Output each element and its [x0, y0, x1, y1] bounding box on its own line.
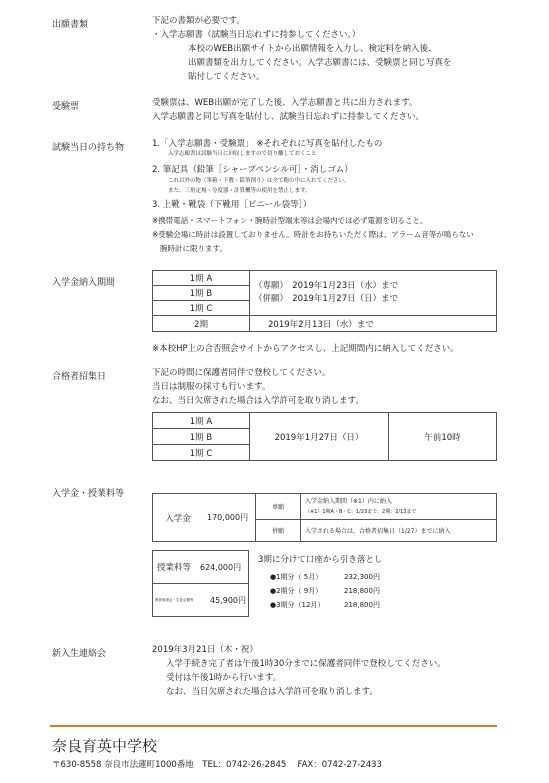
admission-period-label: 入学金納入期間 [52, 278, 116, 288]
fees-nyugaku-label: 入学金 [153, 494, 204, 542]
period-row-1c: 1期 C [153, 301, 250, 316]
fees-inst-3-amount: 218,800円 [344, 601, 380, 609]
fees-heikan-label: 併願 [256, 520, 301, 542]
school-address: 〒630-8558 奈良市法蓮町1000番地 TEL：0742-26-2845 FAX：0742-27-2433 [52, 760, 382, 770]
items-label: 試験当日の持ち物 [52, 143, 125, 153]
period-row-2: 2期 [153, 316, 250, 332]
documents-line5: 貼付してください。 [188, 72, 265, 82]
gathering-row-1b: 1期 B [153, 429, 250, 445]
gathering-line1: 下記の時間に保護者同伴で登校してください。 [152, 368, 331, 378]
fees-jugyo-label: 授業料等 [153, 551, 201, 584]
documents-label: 出願書類 [52, 20, 89, 30]
fees-inst-3 [270, 598, 380, 612]
documents-line2: ・入学志願書（試験当日忘れずに持参してください。） [152, 30, 361, 40]
fees-inst-2 [270, 584, 380, 598]
school-name: 奈良育英中学校 [52, 737, 158, 755]
orientation-line4: なお、当日欠席された場合は入学許可を取り消します。 [166, 687, 378, 697]
orientation-label: 新入生連絡会 [52, 649, 107, 659]
fees-label: 入学金・授業料等 [52, 489, 125, 499]
orientation-line2: 入学手続き完了者は午後1時30分までに保護者同伴で登校してください。 [166, 659, 446, 669]
fees-senkan-text1: 入学金納入期間（※1）内に納入 [305, 497, 392, 505]
ticket-line2: 入学志願書と同じ写真を貼付し、試験当日忘れずに持参してください。 [152, 112, 425, 122]
fees-senkan-cell [301, 494, 497, 520]
fees-jugyo-amount: 624,000円 [200, 551, 249, 584]
fees-inst-3-label: ●3期分（12月） [270, 601, 325, 609]
fees-entrance-table [152, 493, 497, 542]
fees-installments [270, 570, 380, 612]
gathering-row-1a: 1期 A [153, 413, 250, 429]
fees-nyugaku-amount: 170,000円 [203, 494, 256, 542]
items-note3: 腕時計に限ります。 [160, 244, 227, 253]
fees-inst-2-amount: 218,800円 [344, 587, 380, 595]
items-2-note1: これ以外の物（筆箱・下敷・鉛筆削り）は全て鞄の中に入れてください。 [168, 178, 350, 184]
fees-kyoiku-label: 教育後援会・生徒会費等 [153, 584, 201, 617]
gathering-date: 2019年1月27日（日） [250, 413, 389, 461]
period-row-1b: 1期 B [153, 286, 250, 301]
orientation-line1: 2019年3月21日（木・祝） [152, 645, 258, 655]
fees-inst-1-label: ●1期分（ 5月） [270, 573, 323, 581]
period-row-2-date: 2019年2月13日（水）まで [250, 316, 497, 332]
admission-period-table [152, 270, 497, 332]
footer-divider [50, 725, 497, 727]
admission-period-note: ※本校HP上の合否照会サイトからアクセスし、上記期間内に納入してください。 [152, 344, 459, 354]
fees-inst-1-amount: 232,300円 [344, 573, 380, 581]
period-senkan: （専願） 2019年1月23日（水）まで [254, 281, 399, 291]
period-dates [250, 271, 497, 316]
documents-line3: 本校のWEB出願サイトから出願情報を入力し、検定料を納入後、 [188, 44, 437, 54]
fees-heikan-text: 入学される場合は、合格者招集日（1/27）までに納入 [301, 520, 497, 542]
gathering-line3: なお、当日欠席された場合は入学許可を取り消します。 [152, 396, 364, 406]
ticket-label: 受験票 [52, 102, 80, 112]
documents-line4: 出願書類を出力してください。入学志願書には、受験票と同じ写真を [188, 58, 452, 68]
fees-tuition-table [152, 550, 249, 617]
items-2-note2: また、三角定規・分度器・計算機等の使用を禁止します。 [168, 188, 311, 194]
items-note2: ※受験会場に時計は設置しておりません。時計をお持ちいただく際は、アラーム音等が鳴らない [152, 230, 474, 239]
items-3: 3. 上靴・靴袋（下靴用［ビニール袋等］） [152, 200, 312, 210]
documents-line1: 下記の書類が必要です。 [152, 16, 245, 26]
ticket-line1: 受験票は、WEB出願が完了した後、入学志願書と共に出力されます。 [152, 98, 418, 108]
fees-kyoiku-amount: 45,900円 [200, 584, 249, 617]
gathering-label: 合格者招集日 [52, 372, 107, 382]
period-heikan: （併願） 2019年1月27日（日）まで [254, 294, 399, 304]
fees-inst-1 [270, 570, 380, 584]
gathering-line2: 当日は制服の採寸も行います。 [152, 382, 271, 392]
items-2: 2. 筆記具（鉛筆［シャープペンシル可］・消しゴム） [152, 165, 353, 175]
orientation-line3: 受付は午後1時から行います。 [166, 673, 282, 683]
gathering-row-1c: 1期 C [153, 445, 250, 461]
period-row-1a: 1期 A [153, 271, 250, 286]
items-note1: ※携帯電話・スマートフォン・腕時計型端末等は会場内では必ず電源を切ること。 [152, 216, 428, 225]
items-1: 1.「入学志願書・受験票」 ※それぞれに写真を貼付したもの [152, 139, 383, 149]
fees-senkan-label: 専願 [256, 494, 301, 520]
gathering-time: 午前10時 [389, 413, 497, 461]
fees-inst-2-label: ●2期分（ 9月） [270, 587, 323, 595]
fees-senkan-text2: （※1）1期A・B・C：1/23まで、2期：2/13まで [305, 508, 417, 515]
gathering-table [152, 412, 497, 461]
items-1-note: 入学志願書は試験当日に回収しますので切り離しておくこと [168, 151, 317, 157]
fees-installment-title: 3期に分けて口座から引き落とし [258, 555, 383, 565]
